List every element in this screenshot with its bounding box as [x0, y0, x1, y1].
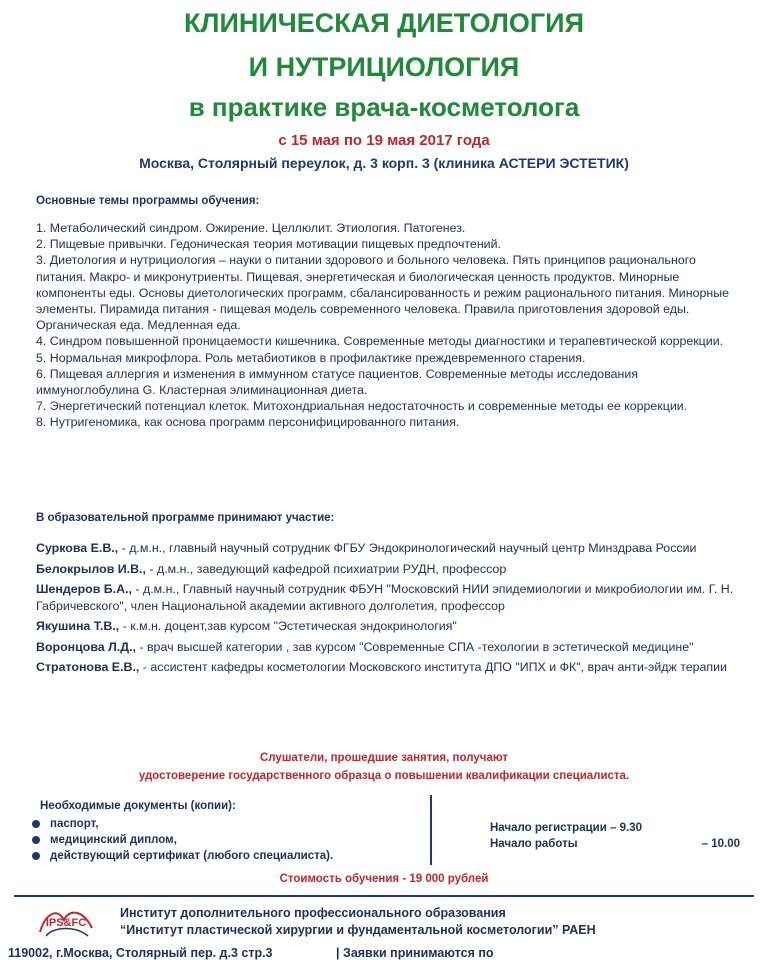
topic-item: 3. Диетология и нутрициология – науки о питании здорового и больного человека. Пять принципов рационального питания. Макро- и микронутриенты. Пищевая, энергетическая и биологическая ценность продуктов. Минорные компоненты еды. Основы диетологических программ, сбалансированность и режим рационального питания. Минорные элементы. Пирамида питания - пищевая модель современного человека. Правила приготовления здоровой еды. Органическая еда. Медленная еда. — [36, 253, 729, 333]
topic-item: 1. Метаболический синдром. Ожирение. Целлюлит. Этиология. Патогенез. — [36, 221, 466, 235]
document-label: действующий сертификат (любого специалиста). — [50, 850, 334, 862]
logo-text: IPS&FC — [45, 917, 87, 929]
participant-name: Стратонова Е.В., — [36, 660, 140, 674]
participant-desc: - ассистент кафедры косметологии Московского института ДПО "ИПХ и ФК", врач анти-эйдж терапии — [139, 660, 727, 674]
applications-label: Заявки принимаются по — [342, 946, 494, 960]
participant-name: Белокрылов И.В., — [36, 561, 146, 576]
program-heading: Основные темы программы обучения: — [36, 195, 260, 207]
documents-block — [30, 800, 420, 864]
bullet-icon — [32, 852, 40, 860]
participant — [36, 540, 746, 557]
participant-desc: - д.м.н., Главный научный сотрудник ФБУН "Московский НИИ эпидемиологии и микробиологии им. Г. Н. Габричевского", член Национальной академии активного долголетия, профессор — [36, 582, 734, 613]
institute-address: 119002, г.Москва, Столярный пер. д.3 стр.3 — [8, 946, 273, 960]
participant-desc: - к.м.н. доцент,зав курсом "Эстетическая эндокринология" — [119, 619, 457, 633]
topic-item: 2. Пищевые привычки. Гедоническая теория мотивации пищевых предпочтений. — [36, 237, 501, 252]
start-time: – 10.00 — [701, 838, 740, 850]
participant-desc: - врач высшей категории , зав курсом "Современные СПА -техологии в эстетической медицине" — [135, 639, 694, 654]
participants-list — [36, 540, 746, 680]
course-cost: Стоимость обучения - 19 000 рублей — [279, 873, 489, 885]
institute-name — [120, 905, 740, 939]
documents-heading: Необходимые документы (копии): — [40, 800, 236, 812]
title-line-1: КЛИНИЧЕСКАЯ ДИЕТОЛОГИЯ — [184, 8, 584, 38]
document-label: медицинский диплом, — [50, 834, 177, 846]
start-time-row — [490, 836, 740, 852]
institute-logo — [36, 902, 96, 940]
topic-item: 6. Пищевая аллергия и изменения в иммунном статусе пациентов. Современные методы исследования иммуноглобулина G. Кластерная элиминационная диета. — [36, 366, 638, 398]
document-item — [30, 816, 420, 832]
participant — [36, 561, 746, 578]
participant-name: Суркова Е.В., — [36, 541, 119, 555]
registration-time — [490, 820, 740, 836]
bullet-icon — [32, 836, 40, 844]
topic-item: 5. Нормальная микрофлора. Роль метабиотиков в профилактике преждевременного старения. — [36, 350, 586, 365]
document-item — [30, 832, 420, 848]
applications-text: | Заявки принимаются по — [336, 946, 494, 960]
divider-vertical — [430, 795, 432, 865]
course-dates: с 15 мая по 19 мая 2017 года — [278, 132, 490, 149]
divider-horizontal — [14, 895, 754, 897]
participant-desc: - д.м.н., заведующий кафедрой психиатрии РУДН, профессор — [145, 561, 507, 576]
participant-desc: - д.м.н., главный научный сотрудник ФГБУ Эндокринологический научный центр Минздрава России — [118, 541, 697, 555]
participant — [36, 639, 746, 656]
participants-heading: В образовательной программе принимают участие: — [36, 512, 335, 524]
notice-line-2: удостоверение государственного образца о повышении квалификации специалиста. — [138, 770, 630, 782]
registration-label: Начало регистрации – 9.30 — [490, 822, 642, 834]
title-line-2: И НУТРИЦИОЛОГИЯ — [248, 52, 520, 82]
document-label: паспорт, — [50, 818, 99, 830]
subtitle: в практике врача-косметолога — [188, 92, 580, 122]
institute-line-1: Институт дополнительного профессионального образования — [120, 906, 506, 920]
topic-item: 8. Нутригеномика, как основа программ персонифицированного питания. — [36, 415, 460, 430]
participant — [36, 618, 746, 635]
participant — [36, 659, 746, 676]
participant — [36, 581, 746, 614]
start-label: Начало работы — [490, 838, 578, 850]
document-item — [30, 848, 420, 864]
participant-name: Шендеров Б.А., — [36, 582, 132, 596]
participant-name: Воронцова Л.Д., — [36, 639, 136, 654]
institute-line-2: “Институт пластической хирургии и фундаментальной косметологии” РАЕН — [120, 923, 596, 937]
topic-item: 4. Синдром повышенной проницаемости кишечника. Современные методы диагностики и терапевтической коррекции. — [36, 334, 724, 349]
venue-address: Москва, Столярный переулок, д. 3 корп. 3 (клиника АСТЕРИ ЭСТЕТИК) — [139, 155, 629, 171]
documents-list — [30, 816, 420, 864]
participant-name: Якушина Т.В., — [36, 619, 120, 633]
bullet-icon — [32, 820, 40, 828]
schedule-block — [490, 820, 740, 852]
topic-item: 7. Энергетический потенциал клеток. Митохондриальная недостаточность и современные методы ее коррекции. — [36, 399, 688, 414]
program-topics — [36, 220, 736, 431]
notice-line-1: Слушатели, прошедшие занятия, получают — [259, 752, 509, 764]
